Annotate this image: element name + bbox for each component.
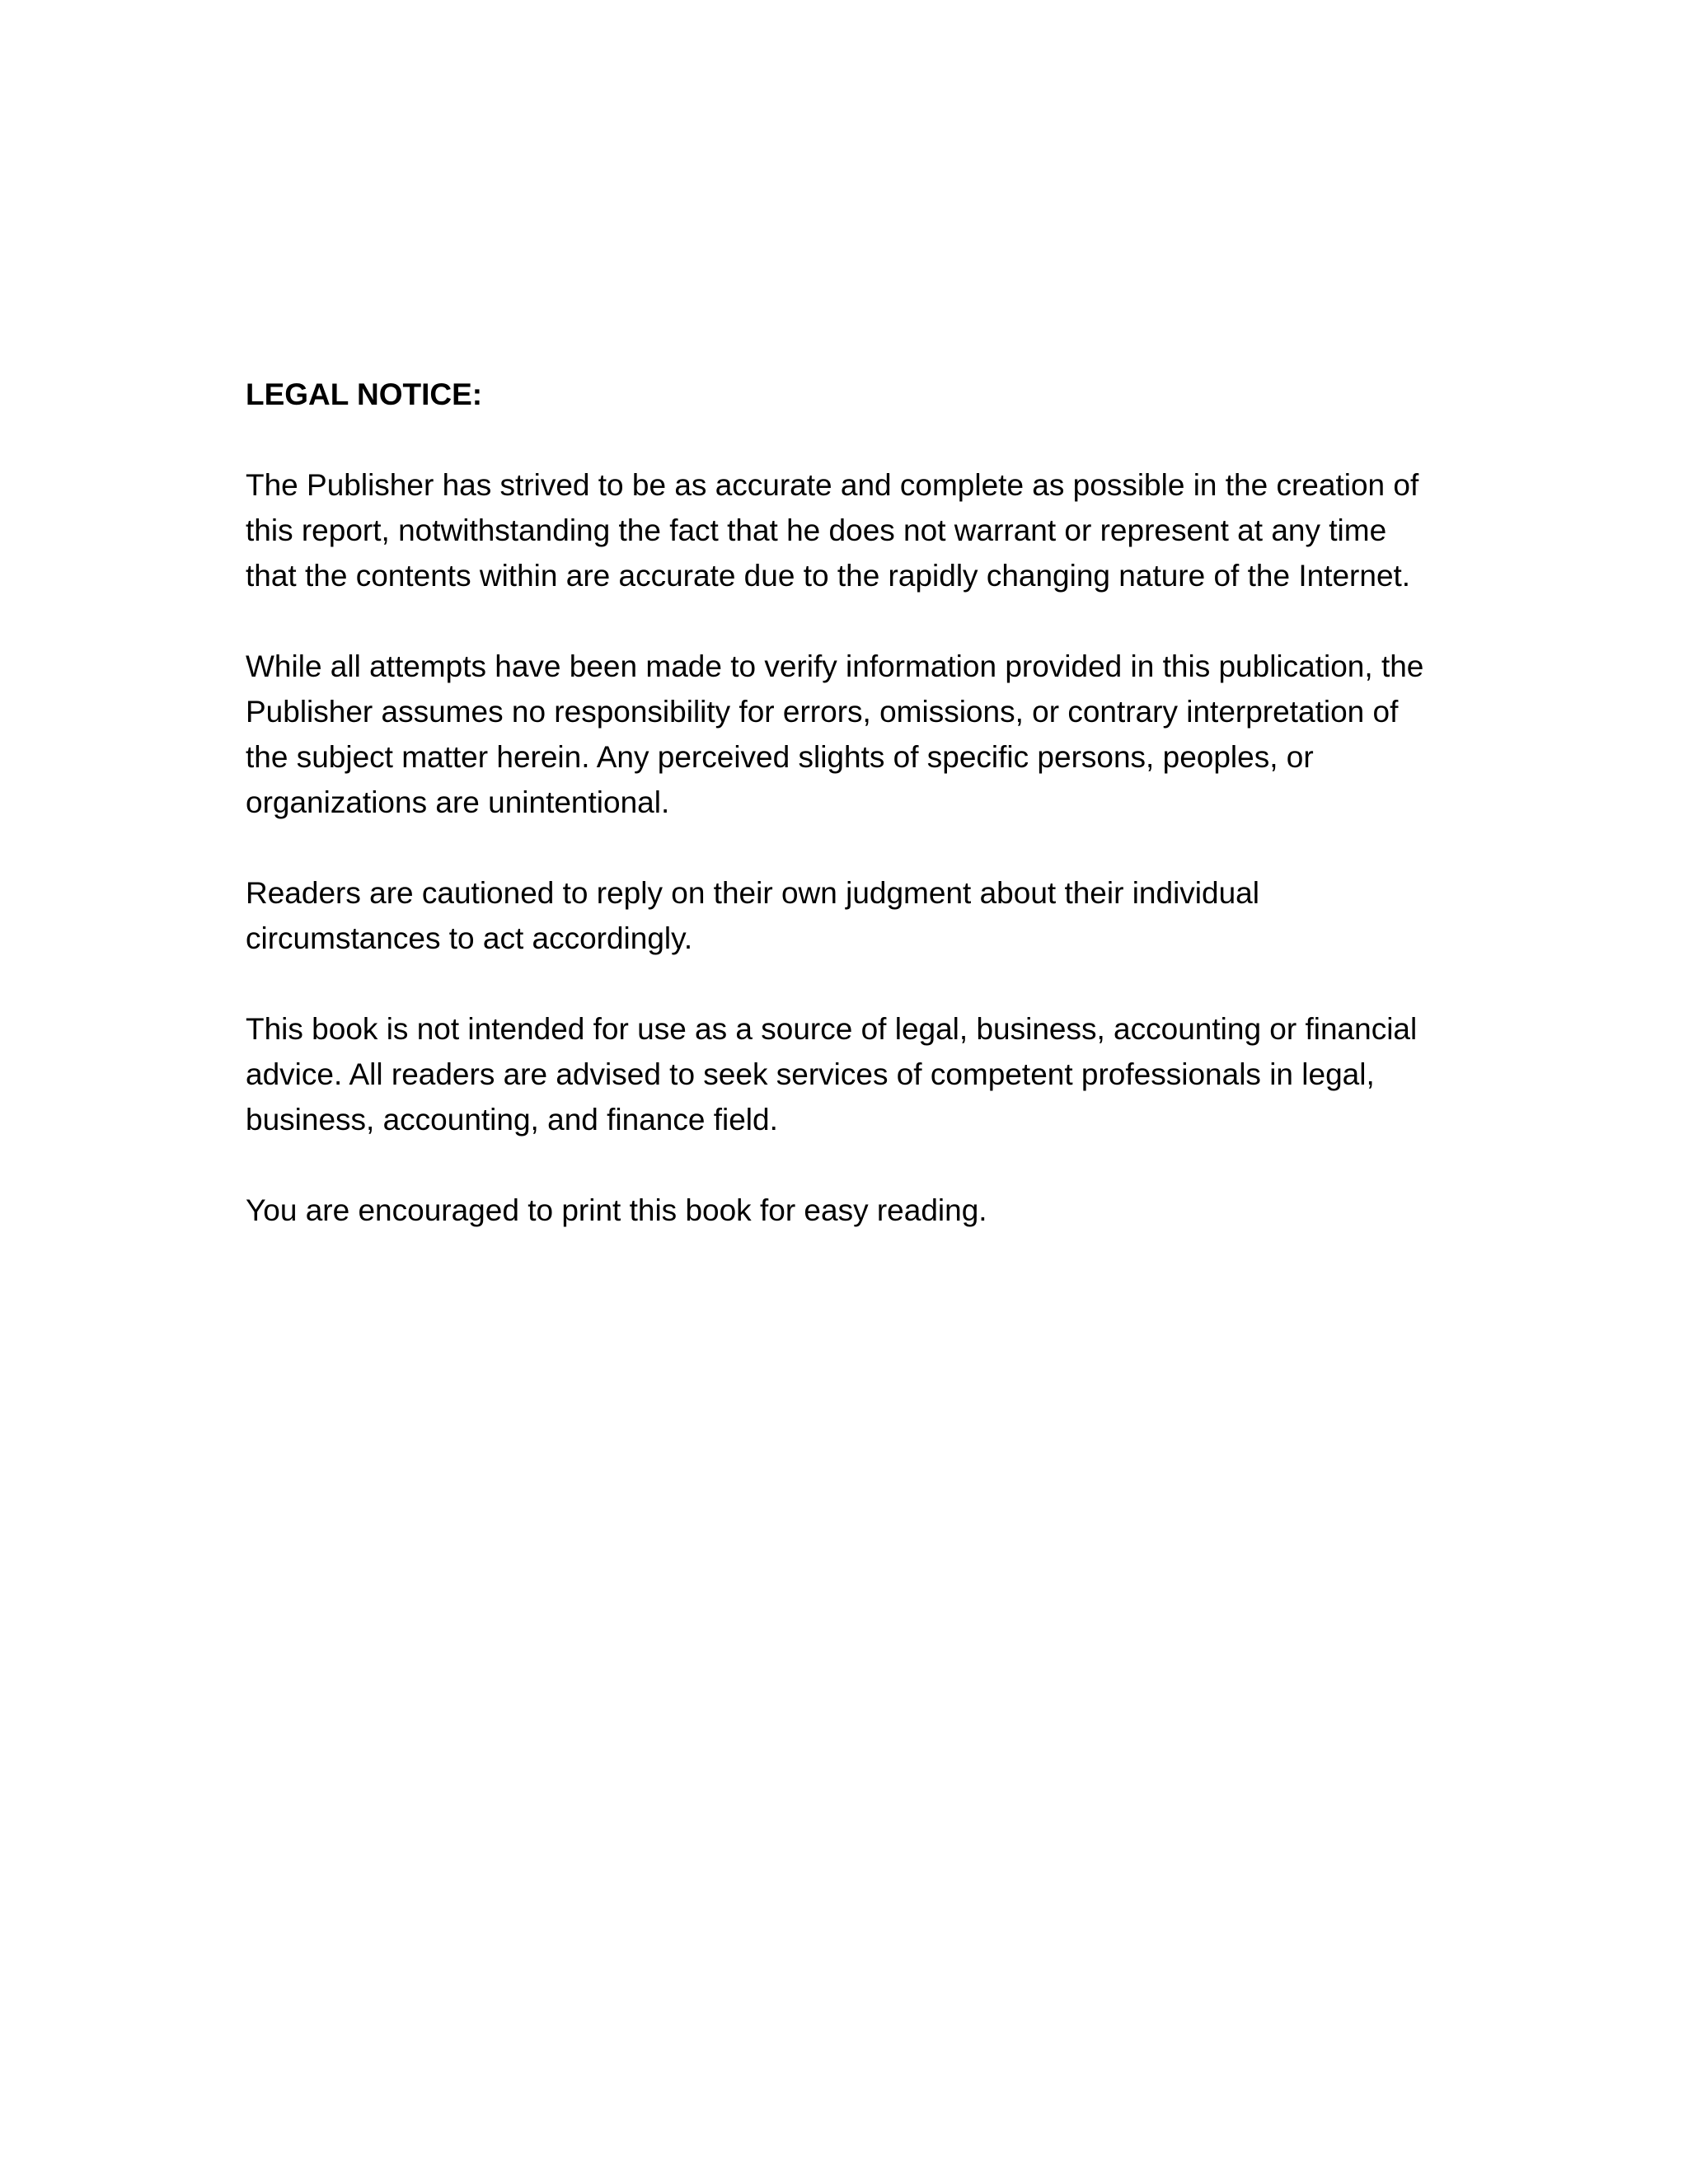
professional-advice-disclaimer-paragraph: This book is not intended for use as a source of legal, business, accounting or financial advice. All readers are advised to seek services of competent professionals in legal, business, accounting, and finance field.: [246, 1012, 1418, 1137]
responsibility-disclaimer-paragraph: While all attempts have been made to verify information provided in this publication, the Publisher assumes no responsibility for errors, omissions, or contrary interpretation of the subject matter herein. Any perceived slights of specific persons, peoples, or organizations are unintentional.: [246, 649, 1424, 819]
legal-notice-heading: LEGAL NOTICE:: [246, 377, 483, 411]
legal-notice-page: [246, 373, 1449, 1233]
accuracy-disclaimer-paragraph: The Publisher has strived to be as accurate and complete as possible in the creation of this report, notwithstanding the fact that he does not warrant or represent at any time that the contents within are accurate due to the rapidly changing nature of the Internet.: [246, 468, 1419, 593]
reader-judgment-paragraph: Readers are cautioned to reply on their own judgment about their individual circumstances to act accordingly.: [246, 876, 1259, 955]
printing-encouragement-paragraph: You are encouraged to print this book for easy reading.: [246, 1193, 987, 1227]
